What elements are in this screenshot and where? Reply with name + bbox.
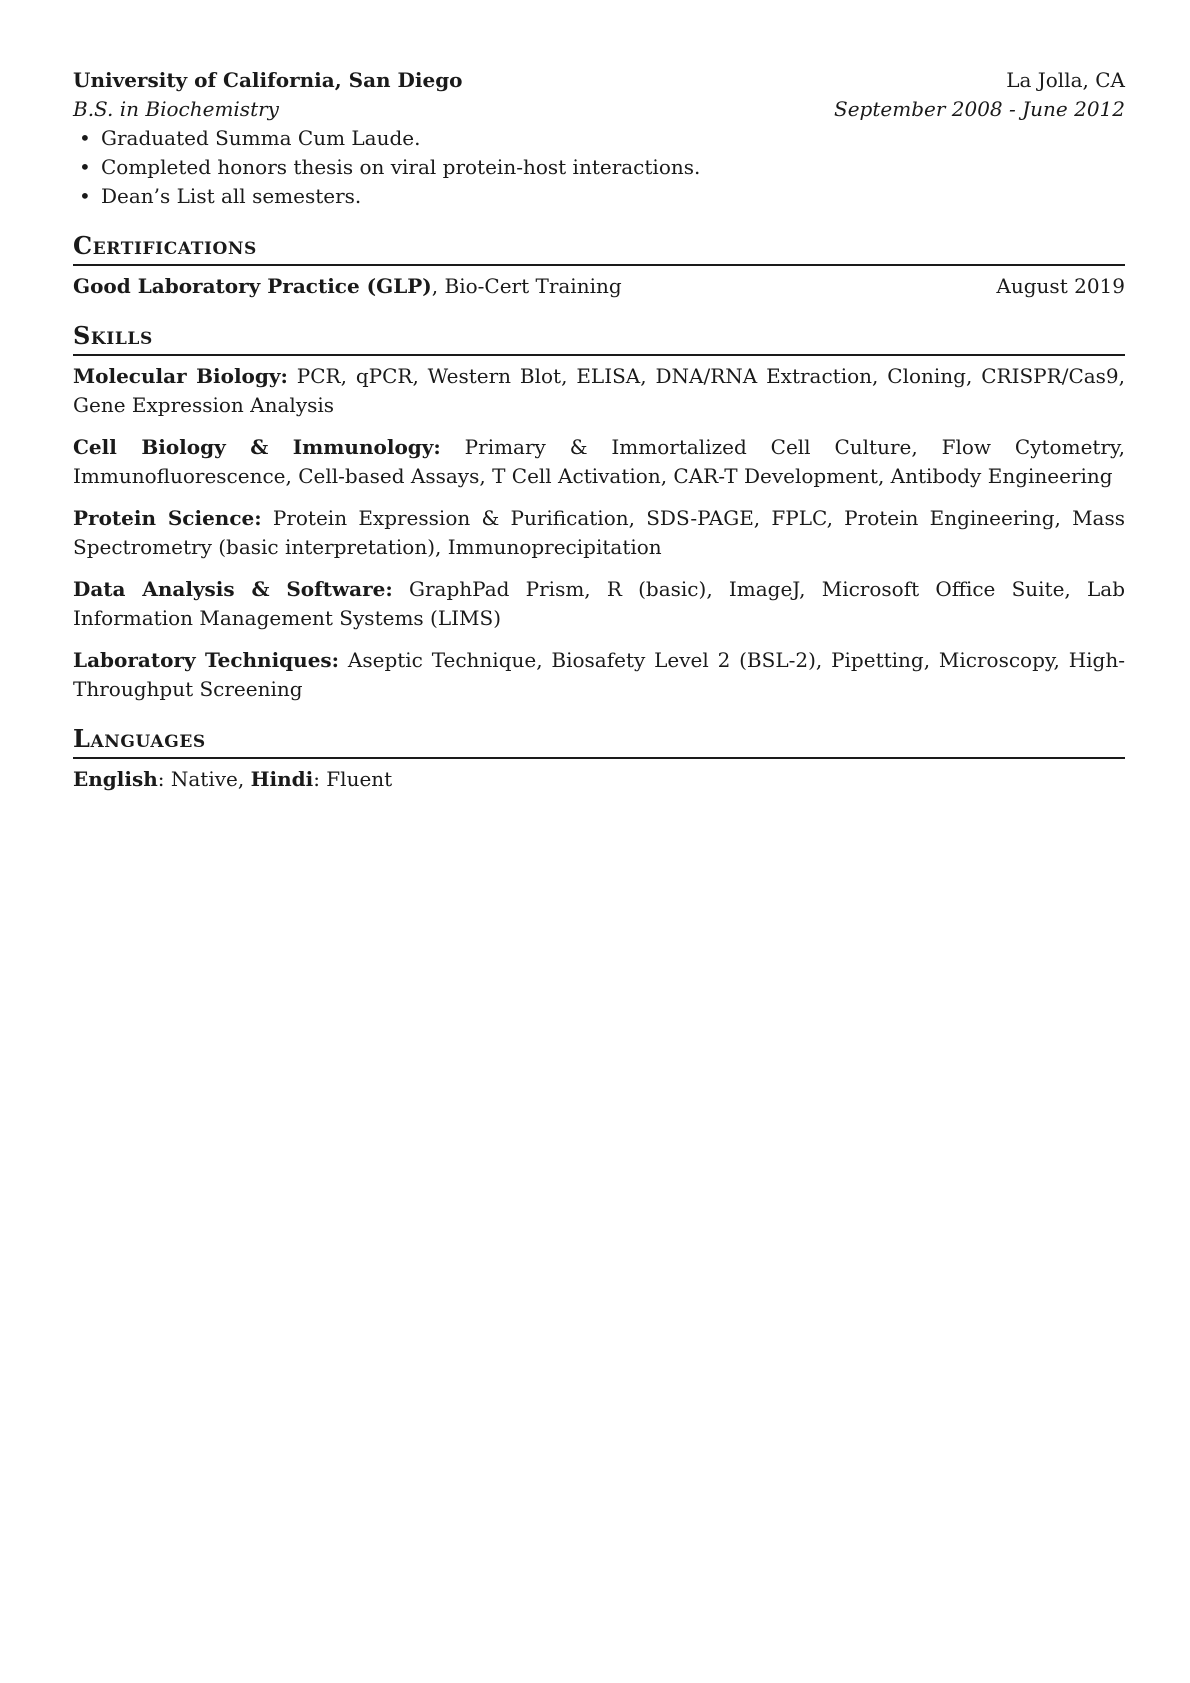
certification-entry bbox=[73, 272, 1125, 301]
education-degree-row bbox=[73, 95, 1125, 124]
certification-issuer: , Bio-Cert Training bbox=[431, 274, 622, 298]
skills-heading: Skills bbox=[73, 321, 1125, 356]
institution-location: La Jolla, CA bbox=[1006, 68, 1125, 92]
skill-items: PCR, qPCR, Western Blot, ELISA, DNA/RNA Extraction, Cloning, CRISPR/Cas9, Gene Expression Analysis bbox=[73, 364, 1126, 417]
skill-entry bbox=[73, 433, 1125, 491]
education-bullet: • Graduated Summa Cum Laude. bbox=[73, 124, 1125, 153]
skill-entry bbox=[73, 575, 1125, 633]
institution-name: University of California, San Diego bbox=[73, 68, 463, 92]
education-bullet: • Completed honors thesis on viral protein-host interactions. bbox=[73, 153, 1125, 182]
skill-entry bbox=[73, 504, 1125, 562]
skill-category: Data Analysis & Software: bbox=[73, 577, 393, 601]
language-level: : Native bbox=[157, 767, 238, 791]
language-level: : Fluent bbox=[313, 767, 393, 791]
certification-details bbox=[73, 272, 622, 301]
languages-line bbox=[73, 765, 1125, 794]
skills-list bbox=[73, 362, 1125, 704]
language-name: Hindi bbox=[250, 767, 314, 791]
certification-name: Good Laboratory Practice (GLP) bbox=[73, 274, 432, 298]
skill-category: Protein Science: bbox=[73, 506, 262, 530]
education-bullet: • Dean’s List all semesters. bbox=[73, 182, 1125, 211]
certification-date: August 2019 bbox=[996, 274, 1125, 298]
skill-items: Primary & Immortalized Cell Culture, Flow Cytometry, Immunofluorescence, Cell-based Assays, T Cell Activation, CAR-T Development, Antibody Engineering bbox=[73, 435, 1125, 488]
certifications-heading: Certifications bbox=[73, 231, 1125, 266]
education-entry bbox=[73, 66, 1125, 211]
skill-category: Molecular Biology: bbox=[73, 364, 288, 388]
degree-title: B.S. in Biochemistry bbox=[73, 97, 279, 121]
skill-items: Protein Expression & Purification, SDS-PAGE, FPLC, Protein Engineering, Mass Spectrometry (basic interpretation), Immunoprecipitation bbox=[73, 506, 1126, 559]
education-header-row bbox=[73, 66, 1125, 95]
skill-entry bbox=[73, 646, 1125, 704]
language-separator: , bbox=[237, 767, 251, 791]
skill-items: Aseptic Technique, Biosafety Level 2 (BSL-2), Pipetting, Microscopy, High-Throughput Screening bbox=[73, 648, 1125, 701]
resume-page bbox=[73, 66, 1125, 794]
education-dates: September 2008 - June 2012 bbox=[834, 97, 1125, 121]
education-bullet-list bbox=[73, 124, 1125, 211]
skill-items: GraphPad Prism, R (basic), ImageJ, Microsoft Office Suite, Lab Information Management Systems (LIMS) bbox=[73, 577, 1126, 630]
skill-category: Cell Biology & Immunology: bbox=[73, 435, 441, 459]
languages-heading: Languages bbox=[73, 724, 1125, 759]
language-name: English bbox=[73, 767, 158, 791]
skill-entry bbox=[73, 362, 1125, 420]
skill-category: Laboratory Techniques: bbox=[73, 648, 340, 672]
